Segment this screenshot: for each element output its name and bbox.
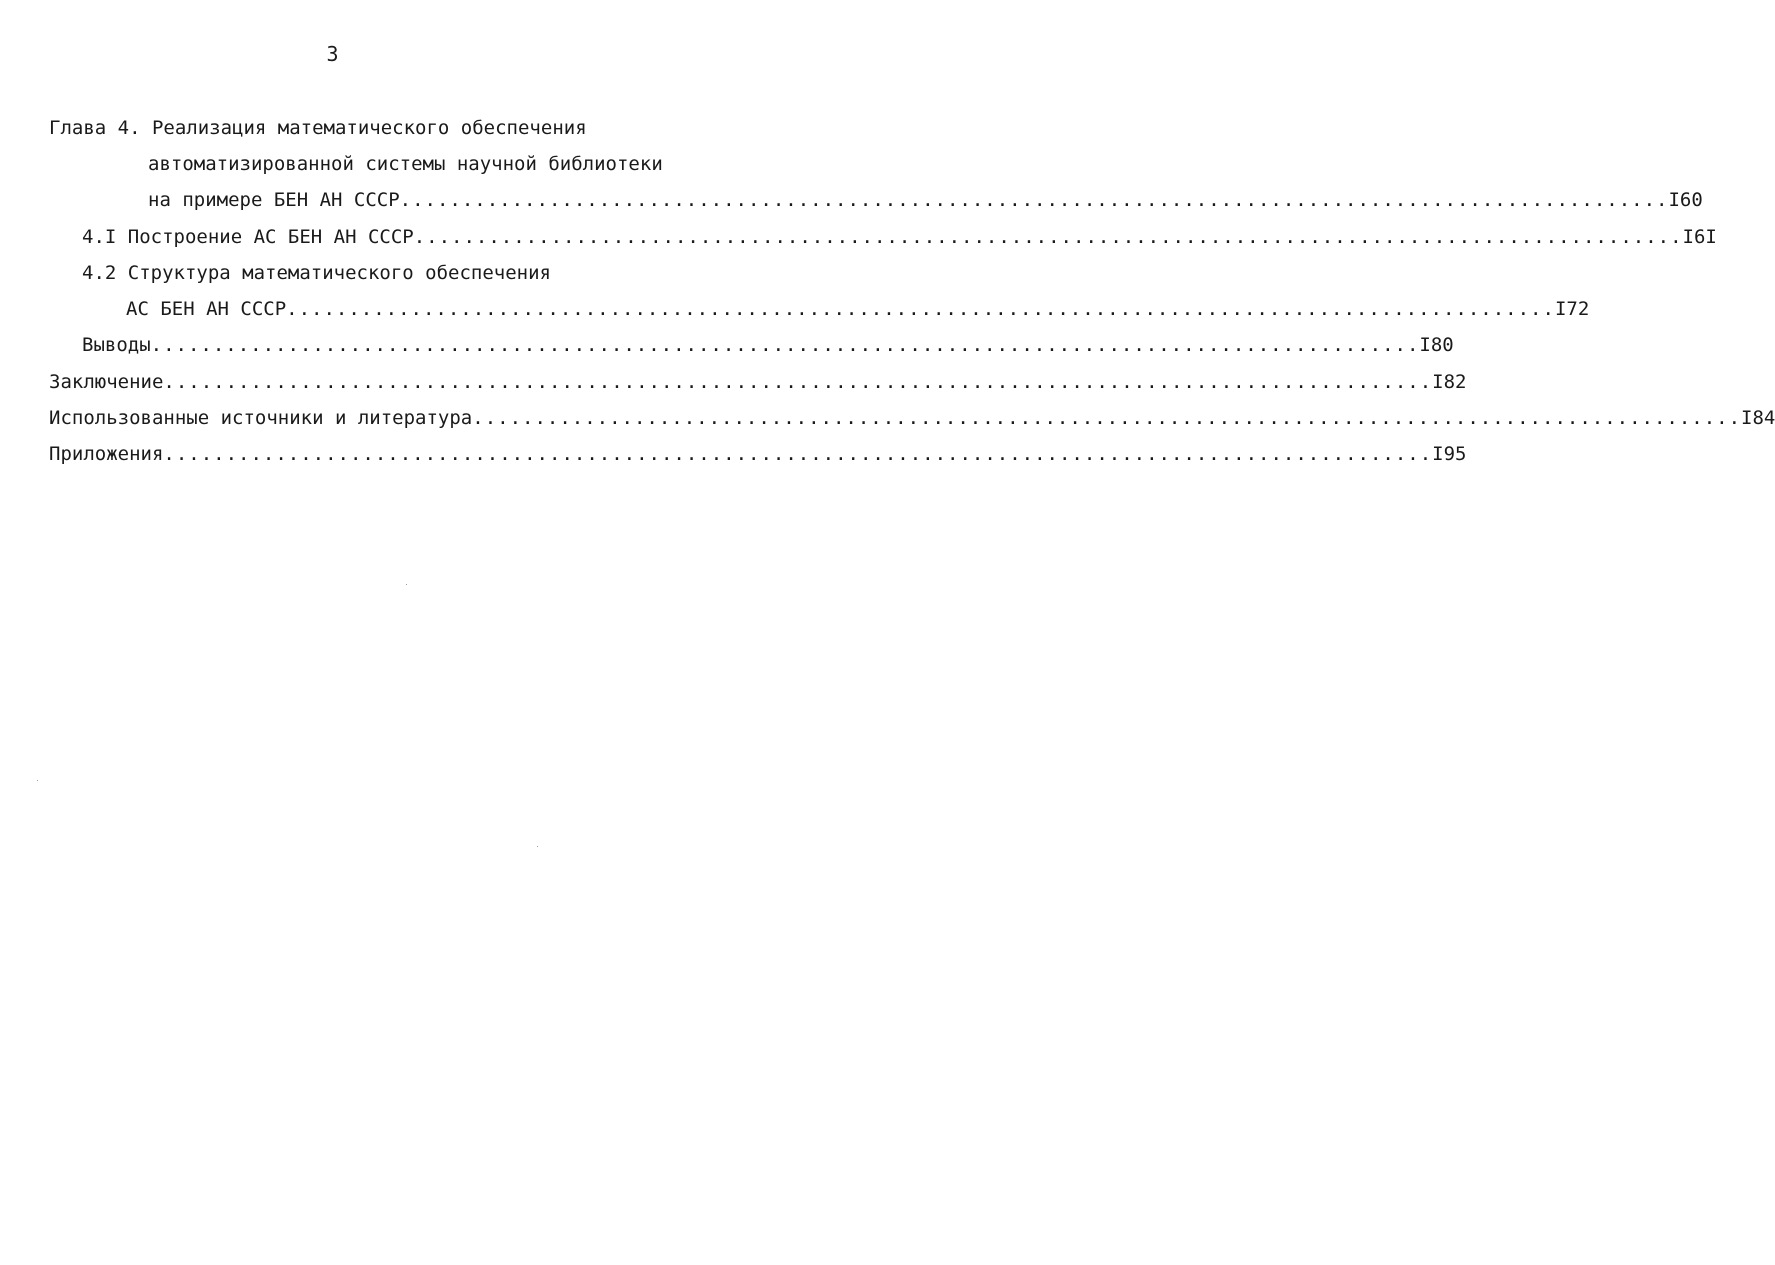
toc-entry-appendices [49,439,1467,469]
toc-leader-dots: ...................................................................................................... [399,189,1669,211]
toc-entry-conclusions [82,330,1454,360]
scan-speck [537,846,538,847]
toc-chapter4-title-text1: Глава 4. Реализация математического обеспечения [49,117,587,139]
toc-section-4-2-title-text1: 4.2 Структура математического обеспечения [82,262,551,284]
toc-leader-dots: ...................................................................................................... [150,334,1420,356]
page-number: 3 [326,42,339,66]
toc-chapter4-title-text3: на примере БЕН АН СССР [148,189,400,211]
toc-page-number: I60 [1668,189,1703,211]
toc-page-number: I80 [1419,334,1454,356]
toc-section-4-2-title-text2: АС БЕН АН СССР [126,298,287,320]
toc-chapter4-title-text2: автоматизированной системы научной библиотеки [148,153,663,175]
toc-closing-title: Заключение [49,371,164,393]
toc-leader-dots: ...................................................................................................... [163,443,1433,465]
scan-speck [406,584,407,585]
toc-entry-chapter4 [148,185,1703,215]
toc-page-number: I72 [1554,298,1590,320]
toc-section-4-1-title: 4.I Построение АС БЕН АН СССР [82,226,414,248]
toc-page-number: I6I [1682,226,1717,248]
scan-speck [37,780,38,781]
toc-page-number: I82 [1432,371,1467,393]
toc-chapter4-title-line2 [148,149,748,179]
toc-sources-title: Использованные источники и литература [49,407,473,429]
toc-leader-dots: ...................................................................................................... [163,371,1433,393]
toc-page-number: I84 [1741,407,1775,429]
toc-chapter4-title-line1 [49,113,749,143]
toc-entry-section-4-1 [82,222,1717,252]
toc-section-4-2-title-line1 [82,258,740,288]
toc-entry-sources [49,403,1775,433]
toc-entry-section-4-2 [126,294,1590,324]
toc-conclusions-title: Выводы [82,334,151,356]
toc-leader-dots: ...................................................................................................... [413,226,1683,248]
toc-entry-closing [49,367,1467,397]
toc-appendices-title: Приложения [49,443,164,465]
toc-leader-dots: ...................................................................................................... [472,407,1742,429]
toc-leader-dots: ...................................................................................................... [286,298,1555,320]
toc-page-number: I95 [1432,443,1467,465]
